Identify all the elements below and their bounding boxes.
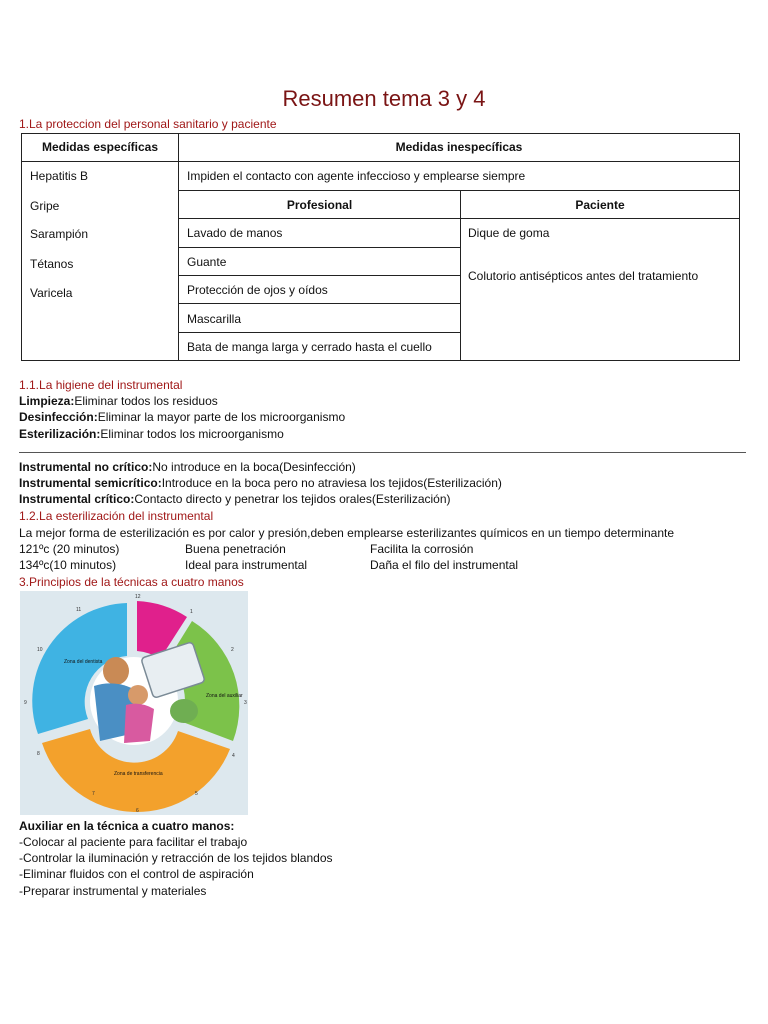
list-item: -Controlar la iluminación y retracción de los tejidos blandos <box>19 851 333 865</box>
divider <box>19 452 746 453</box>
definition-line: Esterilización:Eliminar todos los microorganismo <box>19 427 284 441</box>
patient-head <box>128 685 148 705</box>
section-heading: 3.Principios de la técnicas a cuatro manos <box>19 575 244 589</box>
header-paciente: Paciente <box>575 198 625 212</box>
clock-3: 3 <box>244 700 247 706</box>
auxiliar-heading: Auxiliar en la técnica a cuatro manos: <box>19 819 235 833</box>
table-cell: Bata de manga larga y cerrado hasta el cuello <box>187 340 432 354</box>
definition-line: Instrumental no crítico:No introduce en la boca(Desinfección) <box>19 460 356 474</box>
zona-transferencia-label: Zona de transferencia <box>114 771 163 777</box>
list-item: Sarampión <box>30 227 89 241</box>
definition-line: Instrumental semicrítico:Introduce en la boca pero no atraviesa los tejidos(Esterilización) <box>19 476 502 490</box>
patient-body <box>124 704 154 743</box>
table-cell: Guante <box>187 255 227 269</box>
table-cell: Dique de goma <box>468 226 550 240</box>
table-cell: Protección de ojos y oídos <box>187 283 328 297</box>
dentist-head <box>103 657 129 685</box>
section-heading: 1.La proteccion del personal sanitario y paciente <box>19 117 277 131</box>
clock-10: 10 <box>37 647 43 653</box>
sterilization-row: 134ºc(10 minutos) Ideal para instrumental Daña el filo del instrumental <box>19 558 519 572</box>
list-item: Hepatitis B <box>30 169 89 183</box>
clock-2: 2 <box>231 647 234 653</box>
list-item: -Eliminar fluidos con el control de aspiración <box>19 867 254 881</box>
clock-1: 1 <box>190 609 193 615</box>
clock-11: 11 <box>76 607 82 613</box>
four-hands-diagram <box>20 591 248 815</box>
clock-12: 12 <box>135 594 141 600</box>
table-cell: Colutorio antisépticos antes del tratamiento <box>468 269 699 283</box>
clock-8: 8 <box>37 751 40 757</box>
clock-4: 4 <box>232 753 235 759</box>
assistant-figure <box>170 699 198 723</box>
header-inespecificas: Medidas inespecíficas <box>395 140 523 154</box>
list-item: Varicela <box>30 286 73 300</box>
clock-9: 9 <box>24 700 27 706</box>
list-item: Gripe <box>30 199 60 213</box>
table-cell: Mascarilla <box>187 312 242 326</box>
definition-line: Desinfección:Eliminar la mayor parte de los microorganismo <box>19 410 346 424</box>
clock-6: 6 <box>136 808 139 814</box>
zona-auxiliar-label: Zona del auxiliar <box>206 693 243 699</box>
section-heading: 1.2.La esterilización del instrumental <box>19 509 214 523</box>
clock-7: 7 <box>92 791 95 797</box>
zona-dentista-label: Zona del dentista <box>64 659 103 665</box>
list-item: -Colocar al paciente para facilitar el trabajo <box>19 835 248 849</box>
list-item: Tétanos <box>30 257 74 271</box>
sterilization-row: 121ºc (20 minutos) Buena penetración Facilita la corrosión <box>19 542 474 556</box>
header-profesional: Profesional <box>286 198 353 212</box>
section-heading: 1.1.La higiene del instrumental <box>19 378 183 392</box>
definition-line: Limpieza:Eliminar todos los residuos <box>19 394 218 408</box>
definition-line: Instrumental crítico:Contacto directo y penetrar los tejidos orales(Esterilización) <box>19 492 451 506</box>
inespecificas-desc: Impiden el contacto con agente infeccioso y emplearse siempre <box>187 169 526 183</box>
clock-5: 5 <box>195 791 198 797</box>
table-cell: Lavado de manos <box>187 226 283 240</box>
list-item: -Preparar instrumental y materiales <box>19 884 207 898</box>
page-title: Resumen tema 3 y 4 <box>282 86 486 111</box>
paragraph: La mejor forma de esterilización es por calor y presión,deben emplearse esterilizantes químicos en un tiempo determinante <box>19 526 675 540</box>
header-especificas: Medidas específicas <box>41 140 159 154</box>
